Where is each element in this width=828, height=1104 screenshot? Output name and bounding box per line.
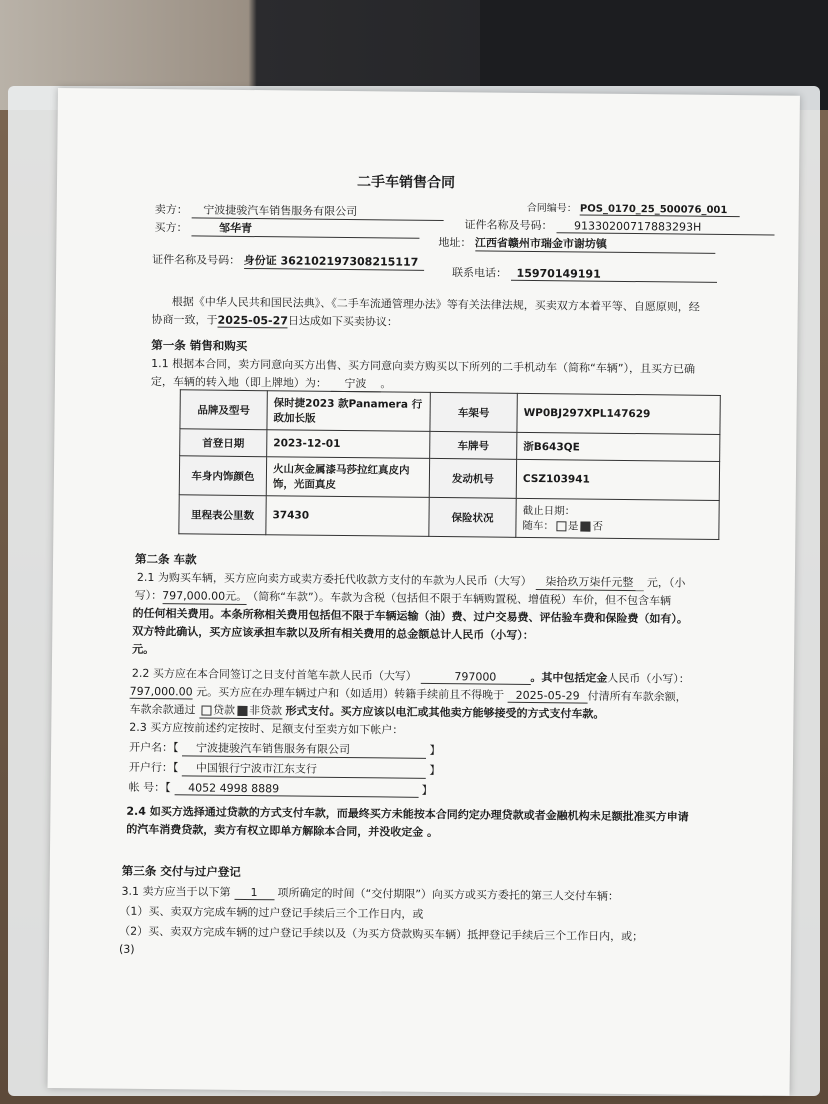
brand-value: 保时捷2023 款Panamera 行政加长版 [267,391,430,432]
buyer-name: 邹华青 [191,219,419,238]
insurance-value [516,498,719,539]
s22-3a: 车款余款通过 [129,702,196,717]
s21-1b: 元，（小 [646,576,686,590]
cert-right-line [465,216,775,235]
s22-payment-options [199,702,282,720]
bracket-close: 】 [429,763,441,778]
section-1-title: 第一条 销售和购买 [151,337,248,353]
intro-date: 2025-05-27 [217,313,289,328]
s21-amount: 797,000.00元。 [162,589,248,604]
s22-deposit: 797,000.00 [129,684,193,699]
s31-item-1: （1）买、卖双方完成车辆的过户登记手续后三个工作日内，或 [119,904,424,921]
brand-label: 品牌及型号 [180,390,267,430]
vin-label: 车架号 [430,392,517,432]
buyer-label: 买方： [154,221,188,235]
seller-name: 宁波捷骏汽车销售服务有限公司 [191,201,443,221]
s31a: 3.1 卖方应当于以下第 [121,884,231,899]
intro-2b: 日达成如下买卖协议： [287,314,399,329]
intro-2a: 协商一致，于 [151,312,218,327]
cert-label: 证件名称及号码： [152,252,241,267]
s22-loan: 贷款 [212,703,236,717]
s21-line-4: 双方特此确认，买方应该承担车款以及所有相关费用的总金额总计人民币（小写）： [132,624,534,643]
account-bank: 中国银行宁波市江东支行 [182,759,426,779]
account-bank-line [129,759,441,779]
reg-value: 2023-12-01 [267,430,430,459]
account-no-line [129,779,433,798]
s23-line: 2.3 买方应按前述约定按时、足额支付至卖方如下帐户： [129,720,404,737]
s31-line [122,883,620,904]
plate-label: 车牌号 [430,431,517,459]
account-bank-label: 开户行：【 [128,760,179,775]
checkbox-empty-icon [201,706,211,716]
phone-line [452,264,717,283]
mileage-label: 里程表公里数 [179,495,266,535]
s22-non-loan: 非贷款 [248,704,283,718]
seller-label: 卖方： [154,203,188,217]
address: 江西省赣州市瑞金市谢坊镇 [475,234,715,254]
s22-capital: 797000 [420,670,530,685]
address-line [438,234,715,254]
s21-line-3: 的任何相关费用。本条所称相关费用包括但不限于车辆运输（油）费、过户交易费、评估验车费和保险费（如有）。 [132,606,689,626]
table-row [179,495,719,540]
cert-value: 身份证 362102197308215117 [244,252,424,271]
s21-2b: （简称“车款”）。车款为含税（包括但不限于车辆购置税、增值税）车价，但不包含车辆 [247,590,672,608]
s22-1b: 。其中包括定金 [530,670,608,685]
checkbox-empty-icon [556,521,566,531]
bracket-close: 】 [429,743,441,758]
onboard-no: 否 [592,520,603,533]
s24-line-1: 2.4 如买方选择通过贷款的方式支付车款，而最终买方未能按本合同约定办理贷款或者金融机构未足额批准买方申请 [126,804,689,824]
color-label: 车身内饰颜色 [179,456,266,496]
engine-label: 发动机号 [429,458,516,498]
s31-option-number: 1 [234,886,274,900]
section-1-1-b: 定，车辆的转入地（即上牌地）为： [150,374,327,390]
insurance-onboard [522,518,712,535]
intro-line-2 [152,311,399,330]
s22-1a: 2.2 买方应在本合同签订之日支付首笔车款人民币（大写） [131,666,417,683]
address-label: 地址： [438,235,472,250]
s22-2c: 付清所有车款余额， [587,689,687,704]
checkbox-checked-icon [580,521,590,531]
phone-value: 15970149191 [511,267,717,283]
s21-capital-amount: 柒拾玖万柒仟元整 [535,573,643,591]
section-1-1-line-b: 定，车辆的转入地（即上牌地）为： 宁波 。 [150,374,392,391]
insurance-label: 保险状况 [429,497,516,537]
s31-item-2: （2）买、卖双方完成车辆的过户登记手续以及（为买方贷款购买车辆）抵押登记手续后三个工作日内，或； [119,924,644,944]
contract-title: 二手车销售合同 [356,174,456,192]
insurance-expiry: 截止日期： [522,504,576,518]
intro-line-1: 根据《中华人民共和国民法典》、《二手车流通管理办法》等有关法律法规，买卖双方本着平等、自愿原则，经 [171,295,700,314]
color-value: 火山灰金属漆马莎拉红真皮内饰，光面真皮 [266,457,429,498]
buyer-line [154,219,419,239]
cert-right: 91330200717883293H [556,219,774,235]
transfer-city: 宁波 [330,375,380,393]
plate-value: 浙B643QE [517,432,720,461]
mileage-value: 37430 [266,496,429,537]
s31b: 项所确定的时间（“交付期限”）向买方或买方委托的第三人交付车辆： [277,886,620,903]
onboard-yes: 是 [567,520,579,533]
vehicle-table [178,389,720,540]
account-name-line [129,739,441,759]
phone-label: 联系电话： [452,266,508,280]
checkbox-checked-icon [237,706,247,716]
engine-value: CSZ103941 [516,459,719,500]
s21-2a: 写）： [134,588,163,603]
table-row [180,390,720,435]
contract-page [48,88,800,1096]
s31-item-3: (3) [118,942,135,956]
account-no-label: 帐 号：【 [128,780,171,795]
s22-2b: 元。买方应在办理车辆过户和（如适用）转籍手续前且不得晚于 [196,685,505,702]
contract-no: POS_0170_25_500076_001 [580,203,740,217]
s22-3d: 形式支付。买方应该以电汇或其他卖方能够接受的方式支付车款。 [285,704,605,721]
section-3-title: 第三条 交付与过户登记 [121,863,241,879]
section-1-1-line-a: 1.1 根据本合同，卖方同意向买方出售、买方同意向卖方购买以下所列的二手机动车（简称“车辆”），且买方已确 [151,356,696,376]
onboard-label: 随车： [522,519,555,533]
contract-paper [48,88,800,1096]
account-no: 4052 4998 8889 [174,781,418,798]
account-name-label: 开户名：【 [129,740,179,755]
s21-line-5: 元。 [132,642,155,657]
vin-value: WP0BJ297XPL147629 [517,393,720,434]
bracket-close: 】 [421,783,433,797]
seller-line [155,201,444,221]
cert-line [152,251,424,271]
reg-label: 首登日期 [180,429,267,457]
cert-right-label: 证件名称及号码： [464,218,553,233]
table-row [179,456,719,501]
s22-1c: 人民币（小写）： [607,671,690,686]
s22-date: 2025-05-29 [508,689,588,704]
section-2-title: 第二条 车款 [135,551,197,567]
s24-line-2: 的汽车消费贷款，卖方有权立即单方解除本合同，并没收定金 。 [126,822,439,840]
contract-no-label: 合同编号： [526,202,577,215]
s21-1a: 2.1 为购买车辆，买方应向卖方或卖方委托代收款方支付的车款为人民币（大写） [136,570,532,588]
contract-no-line [527,199,740,217]
account-name: 宁波捷骏汽车销售服务有限公司 [182,739,426,759]
